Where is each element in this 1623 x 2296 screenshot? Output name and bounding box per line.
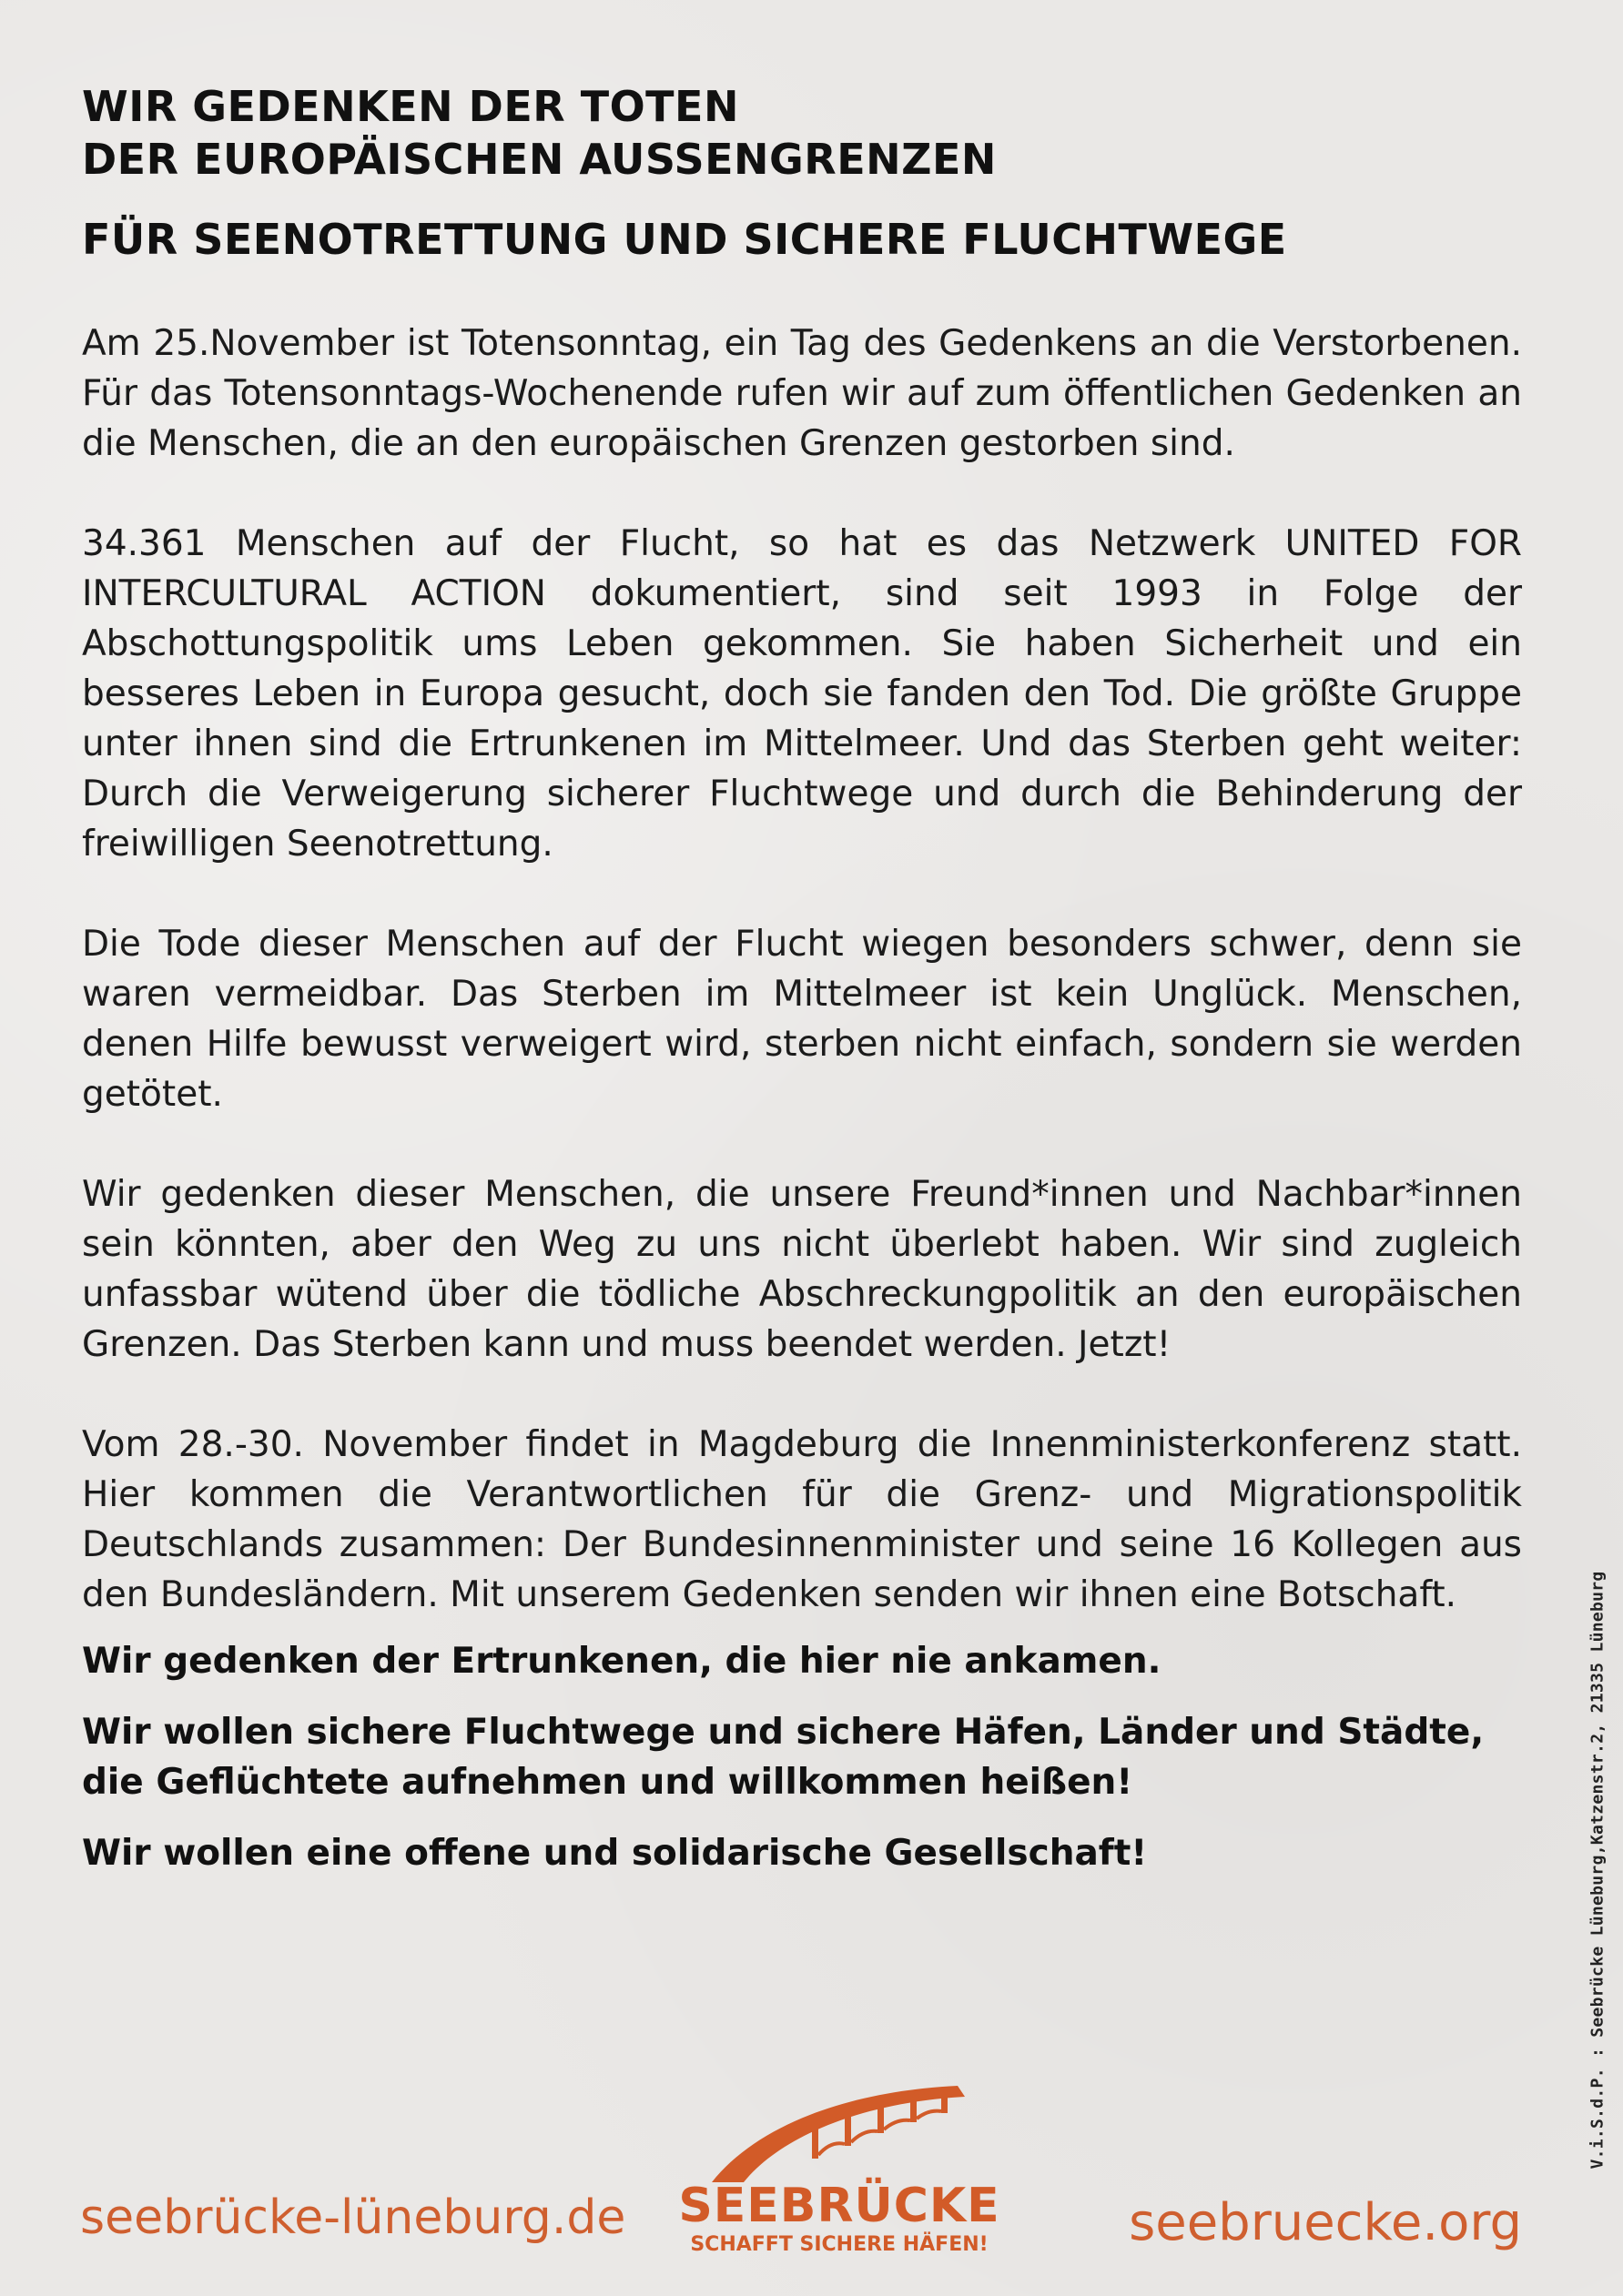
logo-wordmark: SEEBRÜCKE (678, 2179, 1000, 2233)
headline-line-1: WIR GEDENKEN DER TOTEN (82, 82, 739, 131)
body-text (82, 319, 1522, 1620)
paragraph-remembrance: Wir gedenken dieser Menschen, die unsere Freund*innen und Nachbar*innen sein könnten, aber den Weg zu uns nicht überlebt haben. Wir sind zugleich unfassbar wütend über die tödliche Abschreckungpolitik an den europäischen Grenzen. Das Sterben kann und muss beendet werden. Jetzt! (82, 1174, 1522, 1365)
paragraph-totensonntag: Am 25.November ist Totensonntag, ein Tag des Gedenkens an die Verstorbenen. Für das Totensonntags-Wochenende rufen wir auf zum öffentlichen Gedenken an die Menschen, die an den europäischen Grenzen gestorben sind. (82, 323, 1522, 464)
subheadline: FÜR SEENOTRETTUNG UND SICHERE FLUCHTWEGE (82, 215, 1287, 264)
flyer-content (82, 80, 1522, 1899)
seebruecke-logo (675, 2075, 1003, 2257)
paragraph-statistics: 34.361 Menschen auf der Flucht, so hat es das Netzwerk UNITED FOR INTERCULTURAL ACTION dokumentiert, sind seit 1993 in Folge der Abschottungspolitik ums Leben gekommen. Sie haben Sicherheit und ein besseres Leben in Europa gesucht, doch sie fanden den Tod. Die größte Gruppe unter ihnen sind die Ertrunkenen im Mittelmeer. Und das Sterben geht weiter: Durch die Verweigerung sicherer Fluchtwege und durch die Behinderung der freiwilligen Seenotrettung. (82, 523, 1522, 865)
demand-safe-routes: Wir wollen sichere Fluchtwege und sichere Häfen, Länder und Städte, die Geflüchtete aufnehmen und willkommen heißen! (82, 1712, 1485, 1803)
footer (0, 2075, 1623, 2257)
link-seebruecke-lueneburg[interactable]: seebrücke-lüneburg.de (80, 2190, 626, 2245)
demand-remember: Wir gedenken der Ertrunkenen, die hier nie ankamen. (82, 1641, 1161, 1682)
imprint-vertical: V.i.S.d.P. : Seebrücke Lüneburg,Katzenstr.2, 21335 Lüneburg (1587, 1571, 1608, 2170)
paragraph-conference: Vom 28.-30. November findet in Magdeburg die Innenministerkonferenz statt. Hier kommen die Verantwortlichen für die Grenz- und Migrationspolitik Deutschlands zusammen: Der Bundesinnenminister und seine 16 Kollegen aus den Bundesländern. Mit unserem Gedenken senden wir ihnen eine Botschaft. (82, 1424, 1522, 1615)
link-seebruecke-org[interactable]: seebruecke.org (1129, 2193, 1522, 2252)
bridge-arc-icon (675, 2075, 1003, 2184)
logo-tagline: SCHAFFT SICHERE HÄFEN! (690, 2233, 989, 2256)
headline-line-2: DER EUROPÄISCHEN AUSSENGRENZEN (82, 135, 997, 184)
paragraph-avoidable-deaths: Die Tode dieser Menschen auf der Flucht wiegen besonders schwer, denn sie waren vermeidbar. Das Sterben im Mittelmeer ist kein Unglück. Menschen, denen Hilfe bewusst verweigert wird, sterben nicht einfach, sondern sie werden getötet. (82, 924, 1522, 1115)
demand-open-society: Wir wollen eine offene und solidarische Gesellschaft! (82, 1833, 1148, 1874)
demands (82, 1636, 1522, 1878)
headline (82, 80, 1522, 266)
